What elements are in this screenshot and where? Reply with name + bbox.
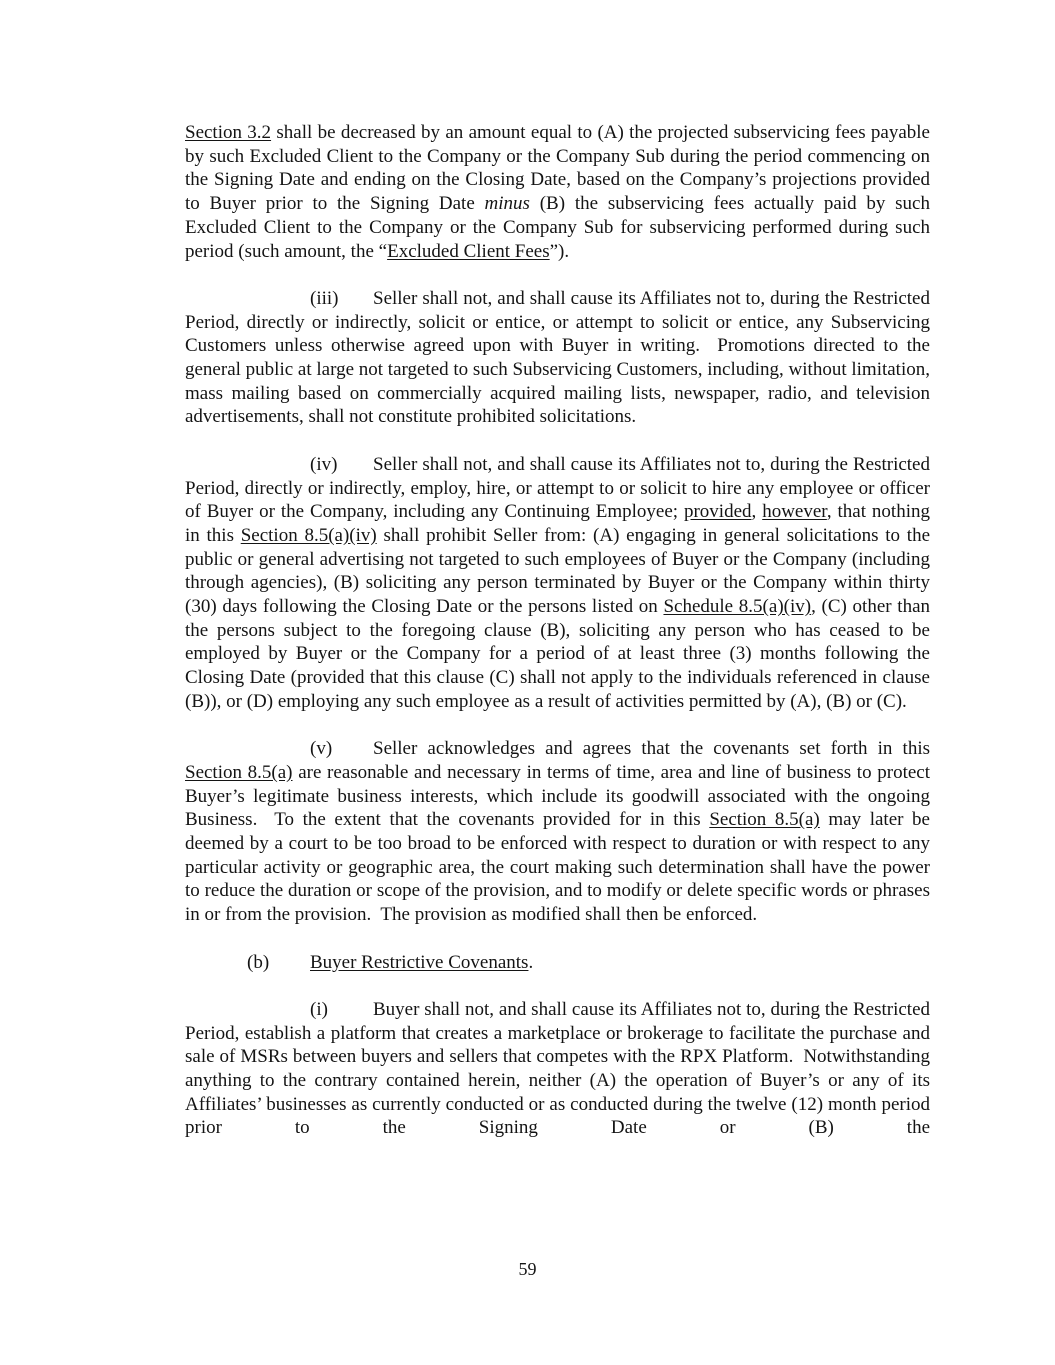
paragraph-iii	[185, 287, 930, 429]
text-run: .	[528, 951, 534, 973]
text-run: ”).	[549, 240, 570, 262]
text-run: are reasonable and necessary in terms of time, area and line of business to protect Buyer’s legitimate business interests, which include its goodwill associated with the ongoing Business. To the extent that the covenants provided for in this	[185, 761, 930, 831]
text-run: , (C) other than the persons subject to the foregoing clause (B), soliciting any person who has ceased to be employed by Buyer or the Company for a period of at least three (3) months following the Closing Date (provided that this clause (C) shall not apply to the individuals referenced in clause (B)), or (D) employing any such employee as a result of activities permitted by (A), (B) or (C).	[185, 596, 931, 712]
text-run: Seller shall not, and shall cause its Affiliates not to, during the Restricted Period, directly or indirectly, employ, hire, or attempt to or solicit to hire any employee or officer of Buyer or the Company, including any Continuing Employee;	[185, 453, 930, 523]
page-number: 59	[518, 1259, 537, 1279]
text-run: shall be decreased by an amount equal to (A) the projected subservicing fees payable by such Excluded Client to the Company or the Company Sub during the period commencing on the Signing Date and ending on the Closing Date, based on the Company’s projections provided to Buyer prior to the Signing Date	[185, 122, 930, 215]
text-run: may later be deemed by a court to be too broad to be enforced with respect to duration or with respect to any particular activity or geographic area, the court making such determination shall have the power to reduce the duration or scope of the provision, and to modify or delete specific words or phrases in or from the provision. The provision as modified shall then be enforced.	[185, 809, 930, 926]
text-run: Seller acknowledges and agrees that the covenants set forth in this	[373, 738, 930, 760]
underlined-text: Schedule 8.5(a)(iv)	[663, 596, 812, 618]
underlined-text: Buyer Restrictive Covenants	[310, 951, 529, 973]
paragraph-number: (v)	[310, 738, 333, 760]
underlined-text: Section 3.2	[185, 122, 272, 143]
paragraph-i	[185, 998, 930, 1140]
underlined-text: Excluded Client Fees	[387, 240, 550, 262]
underlined-text: Section 8.5(a)	[185, 761, 293, 783]
text-run: Buyer shall not, and shall cause its Affiliates not to, during the Restricted Period, establish a platform that creates a marketplace or brokerage to facilitate the purchase and sale of MSRs between buyers and sellers that competes with the RPX Platform. Notwithstanding anything to the contrary contained herein, neither (A) the operation of Buyer’s or any of its Affiliates’ businesses as currently conducted or as conducted during the twelve (12) month period prior to the Signing Date or (B) the	[185, 998, 930, 1139]
paragraph-number: (iv)	[310, 453, 338, 475]
paragraph-iv	[185, 453, 930, 714]
heading-b-buyer-restrictive-covenants	[185, 951, 930, 975]
underlined-text: Section 8.5(a)(iv)	[240, 524, 377, 546]
paragraph-v	[185, 737, 930, 927]
contract-text-block	[185, 121, 930, 1164]
paragraph-number: (iii)	[310, 287, 339, 309]
underlined-text: however	[762, 501, 827, 523]
text-run: Seller shall not, and shall cause its Affiliates not to, during the Restricted Period, directly or indirectly, solicit or entice, or attempt to solicit or entice, any Subservicing Customers unless otherwise agreed upon with Buyer in writing. Promotions directed to the general public at large not targeted to such Subservicing Customers, including, without limitation, mass mailing based on commercially acquired mailing lists, newspaper, radio, and television advertisements, shall not constitute prohibited solicitations.	[185, 287, 930, 428]
text-run: ,	[751, 501, 763, 523]
italic-text: minus	[484, 193, 530, 215]
paragraph-number: (i)	[310, 998, 328, 1020]
underlined-text: provided	[683, 501, 752, 523]
paragraph-continuation-section-3-2	[185, 121, 930, 263]
text-run: , that nothing in this	[185, 501, 930, 546]
text-run: (B) the subservicing fees actually paid by such Excluded Client to the Company or the Company Sub for subservicing performed during such period (such amount, the “	[185, 193, 930, 262]
underlined-text: Section 8.5(a)	[709, 809, 820, 831]
page-footer	[0, 1258, 1055, 1281]
paragraph-number: (b)	[247, 951, 270, 973]
text-run: shall prohibit Seller from: (A) engaging in general solicitations to the public or general advertising not targeted to such employees of Buyer or the Company (including through agencies), (B) soliciting any person terminated by Buyer or the Company within thirty (30) days following the Closing Date or the persons listed on	[185, 524, 930, 618]
